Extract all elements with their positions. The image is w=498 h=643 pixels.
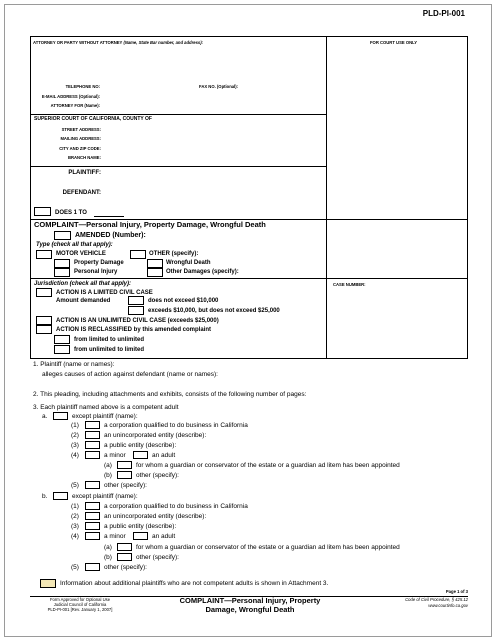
item3-label: 3. Each plaintiff named above is a competent adult — [33, 404, 179, 411]
footer-title-line1: COMPLAINT—Personal Injury, Property — [179, 596, 321, 605]
footer-code: Code of Civil Procedure, § 425.12 — [405, 597, 468, 602]
item-a4-label: a minor — [104, 452, 126, 459]
item-b2-checkbox[interactable] — [85, 512, 100, 520]
jurisdiction-label: Jurisdiction (check all that apply): — [34, 281, 132, 287]
other-damages-label: Other Damages (specify): — [166, 269, 239, 275]
item2-label: 2. This pleading, including attachments and exhibits, consists of the following number of pages: — [33, 391, 307, 398]
caption-divider — [326, 36, 327, 359]
item-a1-checkbox[interactable] — [85, 421, 100, 429]
item-b5-num: (5) — [71, 564, 79, 571]
personal-injury-checkbox[interactable] — [54, 268, 70, 277]
unlimited-label: ACTION IS AN UNLIMITED CIVIL CASE (exceeds $25,000) — [56, 318, 219, 324]
amended-checkbox[interactable] — [54, 231, 71, 240]
case-number-label: CASE NUMBER: — [333, 282, 366, 287]
item-b4a-checkbox[interactable] — [117, 543, 132, 551]
item-a4b-checkbox[interactable] — [117, 471, 132, 479]
court-title: SUPERIOR COURT OF CALIFORNIA, COUNTY OF — [34, 116, 152, 122]
item-a5-num: (5) — [71, 482, 79, 489]
court-use-label: FOR COURT USE ONLY — [370, 40, 418, 45]
amended-label: AMENDED (Number): — [75, 232, 146, 239]
item-b4-label: a minor — [104, 533, 126, 540]
item-b4-num: (4) — [71, 533, 79, 540]
item-a-checkbox[interactable] — [53, 412, 68, 420]
item-b4b-num: (b) — [104, 554, 112, 561]
item-a3-num: (3) — [71, 442, 79, 449]
does-checkbox[interactable] — [34, 207, 51, 216]
item-a2-label: an unincorporated entity (describe): — [104, 432, 207, 439]
other-checkbox[interactable] — [130, 250, 146, 259]
item-a4a-label: for whom a guardian or conservator of the estate or a guardian ad litem has been appointed — [136, 462, 400, 469]
complaint-title: COMPLAINT—Personal Injury, Property Damage, Wrongful Death — [34, 220, 266, 229]
property-damage-checkbox[interactable] — [54, 259, 70, 268]
item-a-letter: a. — [42, 413, 48, 420]
attorney-label: ATTORNEY OR PARTY WITHOUT ATTORNEY (Name, State Bar number, and address): — [33, 40, 204, 45]
item-b5-checkbox[interactable] — [85, 563, 100, 571]
reclassified-checkbox[interactable] — [36, 325, 52, 334]
exceeds-label: exceeds $10,000, but does not exceed $25,000 — [148, 308, 280, 314]
item-a5-checkbox[interactable] — [85, 481, 100, 489]
item-b4-adult-checkbox[interactable] — [133, 532, 148, 540]
from-limited-checkbox[interactable] — [54, 335, 70, 344]
item-a2-num: (2) — [71, 432, 79, 439]
amount-label: Amount demanded — [56, 298, 111, 304]
footer-url: www.courtinfo.ca.gov — [428, 603, 468, 608]
item-b-letter: b. — [42, 493, 48, 500]
item1-label: 1. Plaintiff (name or names): — [33, 361, 115, 368]
not-exceed-checkbox[interactable] — [128, 296, 144, 305]
branch-label: BRANCH NAME: — [67, 155, 101, 160]
other-label: OTHER (specify): — [149, 251, 199, 257]
item-a1-num: (1) — [71, 422, 79, 429]
footer-title-line2: Damage, Wrongful Death — [205, 605, 295, 614]
page-number: Page 1 of 3 — [445, 589, 468, 594]
item-a3-checkbox[interactable] — [85, 441, 100, 449]
from-unlimited-label: from unlimited to limited — [74, 347, 144, 353]
item-b1-num: (1) — [71, 503, 79, 510]
item-a1-label: a corporation qualified to do business in California — [104, 422, 248, 429]
item-b4-checkbox[interactable] — [85, 532, 100, 540]
item-a4b-label: other (specify): — [136, 472, 179, 479]
item-a-except: except plaintiff (name): — [72, 413, 138, 420]
item-a4-adult-label: an adult — [152, 452, 176, 459]
from-unlimited-checkbox[interactable] — [54, 345, 70, 354]
item-b4b-checkbox[interactable] — [117, 553, 132, 561]
reclassified-label: ACTION IS RECLASSIFIED by this amended complaint — [56, 327, 212, 333]
footer-council: Judicial Council of California — [53, 602, 107, 607]
item-b1-checkbox[interactable] — [85, 502, 100, 510]
item-a4b-num: (b) — [104, 472, 112, 479]
limited-label: ACTION IS A LIMITED CIVIL CASE — [56, 290, 153, 296]
item-b5-label: other (specify): — [104, 564, 147, 571]
item-a4a-checkbox[interactable] — [117, 461, 132, 469]
divider — [30, 114, 327, 115]
defendant-label: DEFENDANT: — [62, 190, 101, 196]
attachment-3-checkbox[interactable] — [40, 579, 56, 588]
attachment-3-label: Information about additional plaintiffs who are not competent adults is shown in Attachment 3. — [60, 580, 329, 587]
item-b4-adult-label: an adult — [152, 533, 176, 540]
limited-checkbox[interactable] — [36, 288, 52, 297]
form-id: PLD-PI-001 — [422, 9, 465, 18]
plaintiff-label: PLAINTIFF: — [68, 170, 101, 176]
item-b2-label: an unincorporated entity (describe): — [104, 513, 207, 520]
wrongful-death-label: Wrongful Death — [166, 260, 211, 266]
item-b4b-label: other (specify): — [136, 554, 179, 561]
item-b3-num: (3) — [71, 523, 79, 530]
item-b1-label: a corporation qualified to do business in California — [104, 503, 248, 510]
item-a4-num: (4) — [71, 452, 79, 459]
item-a3-label: a public entity (describe): — [104, 442, 177, 449]
motor-vehicle-label: MOTOR VEHICLE — [56, 251, 106, 257]
item-a4-adult-checkbox[interactable] — [133, 451, 148, 459]
item-b2-num: (2) — [71, 513, 79, 520]
telephone-label: TELEPHONE NO: — [65, 84, 100, 89]
personal-injury-label: Personal Injury — [74, 269, 118, 275]
email-label: E-MAIL ADDRESS (Optional): — [41, 94, 100, 99]
item-b3-label: a public entity (describe): — [104, 523, 177, 530]
attorney-for-label: ATTORNEY FOR (Name): — [50, 103, 100, 108]
unlimited-checkbox[interactable] — [36, 316, 52, 325]
item-a4-checkbox[interactable] — [85, 451, 100, 459]
fax-label: FAX NO. (Optional): — [199, 84, 239, 89]
type-label: Type (check all that apply): — [36, 242, 113, 248]
exceeds-checkbox[interactable] — [128, 306, 144, 315]
from-limited-label: from limited to unlimited — [74, 337, 144, 343]
not-exceed-label: does not exceed $10,000 — [148, 298, 219, 304]
item-b4a-label: for whom a guardian or conservator of the estate or a guardian ad litem has been appointed — [136, 544, 400, 551]
other-damages-checkbox[interactable] — [147, 268, 163, 277]
item-b4a-num: (a) — [104, 544, 112, 551]
does-label: DOES 1 TO — [55, 210, 87, 216]
city-label: CITY AND ZIP CODE: — [59, 146, 101, 151]
item-b3-checkbox[interactable] — [85, 522, 100, 530]
motor-vehicle-checkbox[interactable] — [36, 250, 52, 259]
street-label: STREET ADDRESS: — [61, 127, 101, 132]
wrongful-death-checkbox[interactable] — [147, 259, 163, 268]
item-a5-label: other (specify): — [104, 482, 147, 489]
item1b-label: alleges causes of action against defendant (name or names): — [42, 371, 218, 378]
item-a4a-num: (a) — [104, 462, 112, 469]
does-line — [94, 216, 124, 217]
mailing-label: MAILING ADDRESS: — [60, 136, 101, 141]
item-b-checkbox[interactable] — [53, 492, 68, 500]
divider — [30, 278, 468, 279]
footer-approved: Form Approved for Optional Use — [49, 597, 111, 602]
footer-rev: PLD-PI-001 [Rev. January 1, 2007] — [47, 607, 113, 612]
item-b-except: except plaintiff (name): — [72, 493, 138, 500]
divider — [30, 166, 327, 167]
item-a2-checkbox[interactable] — [85, 431, 100, 439]
property-damage-label: Property Damage — [74, 260, 124, 266]
